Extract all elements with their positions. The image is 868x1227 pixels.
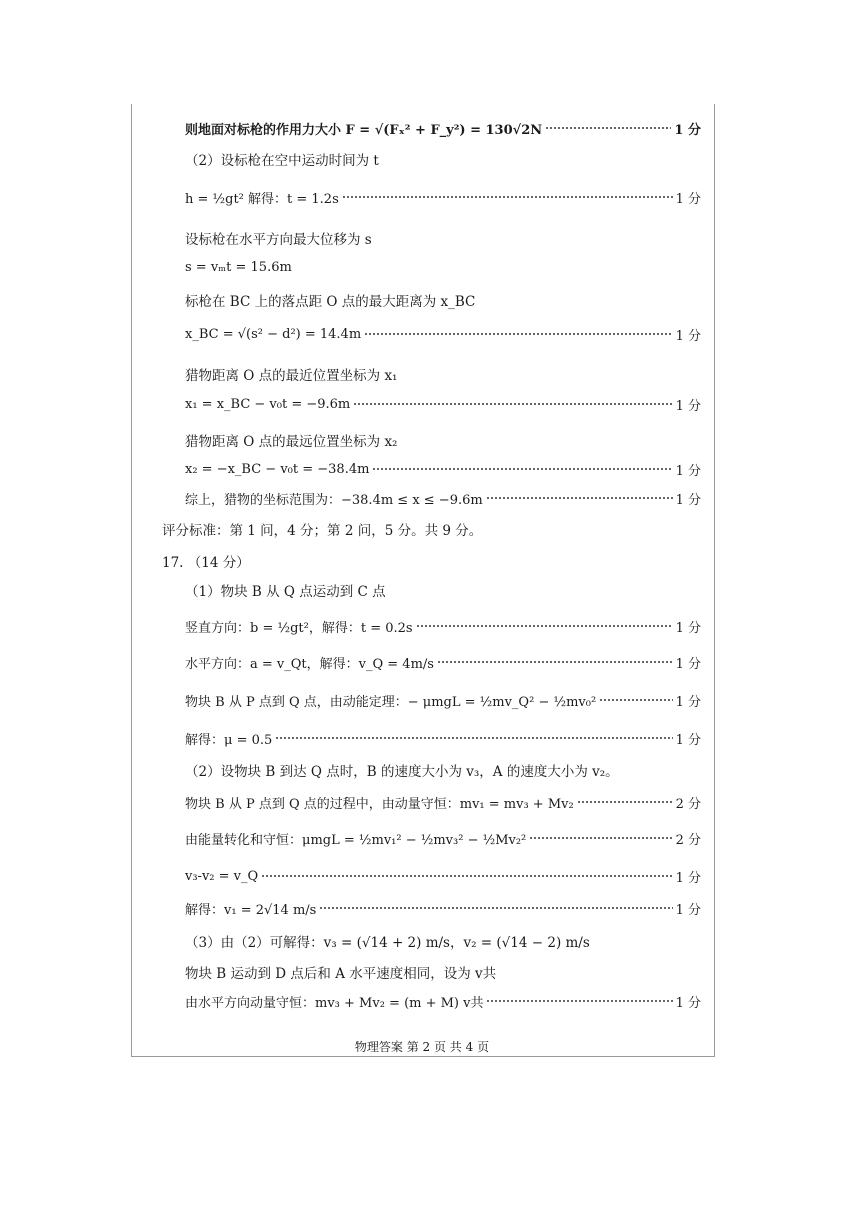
line-23	[185, 864, 701, 888]
line-5	[185, 255, 701, 279]
line-text: 解得：μ = 0.5	[185, 732, 273, 748]
line-text: x_BC = √(s² − d²) = 14.4m	[185, 326, 362, 342]
line-4	[185, 226, 701, 250]
line-text: 17. （14 分）	[162, 555, 250, 571]
leader-dots	[599, 699, 672, 701]
score: 2 分	[675, 796, 701, 812]
line-19	[185, 726, 701, 750]
line-11	[185, 457, 701, 481]
line-26	[185, 960, 701, 984]
line-text: 猎物距离 O 点的最远位置坐标为 x₂	[185, 434, 398, 450]
line-15	[185, 578, 701, 602]
line-text: 则地面对标枪的作用力大小 F = √(Fₓ² + F_y²) = 130√2N	[185, 122, 543, 138]
score: 1 分	[675, 656, 701, 672]
line-17	[185, 650, 701, 674]
score: 1 分	[675, 398, 701, 414]
leader-dots	[353, 403, 672, 405]
leader-dots	[275, 737, 672, 739]
line-text: h = ½gt² 解得：t = 1.2s	[185, 191, 339, 207]
leader-dots	[529, 837, 672, 839]
line-text: 标枪在 BC 上的落点距 O 点的最大距离为 x_BC	[185, 294, 476, 310]
line-10	[185, 428, 701, 452]
line-22	[185, 826, 701, 850]
line-text: 物块 B 从 P 点到 Q 点，由动能定理：− μmgL = ½mv_Q² − ½mv₀²	[185, 694, 597, 710]
line-25	[185, 929, 701, 953]
leader-dots	[545, 127, 671, 129]
line-text: （1）物块 B 从 Q 点运动到 C 点	[185, 584, 386, 600]
line-text: v₃-v₂ = v_Q	[185, 868, 259, 884]
leader-dots	[486, 1000, 672, 1002]
line-13-grading	[162, 517, 701, 541]
score: 1 分	[675, 191, 701, 207]
line-text: 猎物距离 O 点的最近位置坐标为 x₁	[185, 368, 398, 384]
leader-dots	[319, 907, 672, 909]
score: 1 分	[675, 732, 701, 748]
score: 1 分	[675, 620, 701, 636]
line-14-question	[162, 549, 701, 573]
score: 1 分	[675, 995, 701, 1011]
leader-dots	[342, 196, 673, 198]
line-text: （2）设物块 B 到达 Q 点时，B 的速度大小为 v₃，A 的速度大小为 v₂。	[185, 764, 619, 780]
line-text: 由能量转化和守恒：μmgL = ½mv₁² − ½mv₃² − ½Mv₂²	[185, 832, 527, 848]
line-9	[185, 392, 701, 416]
score: 2 分	[675, 832, 701, 848]
line-text: 物块 B 从 P 点到 Q 点的过程中，由动量守恒：mv₁ = mv₃ + Mv₂	[185, 796, 574, 812]
leader-dots	[261, 875, 672, 877]
leader-dots	[577, 801, 673, 803]
line-text: 由水平方向动量守恒：mv₃ + Mv₂ = (m + M) v共	[185, 995, 484, 1011]
line-16	[185, 614, 701, 638]
line-text: 水平方向：a = v_Qt，解得：v_Q = 4m/s	[185, 656, 434, 672]
line-18	[185, 688, 701, 712]
line-3	[185, 185, 701, 209]
line-text: 设标枪在水平方向最大位移为 s	[185, 232, 372, 248]
line-2	[185, 147, 701, 171]
leader-dots	[372, 468, 672, 470]
leader-dots	[486, 497, 673, 499]
line-1	[185, 116, 701, 140]
leader-dots	[416, 625, 673, 627]
leader-dots	[364, 333, 672, 335]
score: 1 分	[675, 902, 701, 918]
line-text: 竖直方向：b = ½gt²，解得：t = 0.2s	[185, 620, 413, 636]
line-text: （2）设标枪在空中运动时间为 t	[185, 153, 379, 169]
line-text: x₂ = −x_BC − v₀t = −38.4m	[185, 461, 370, 477]
score: 1 分	[674, 122, 701, 138]
score: 1 分	[675, 492, 701, 508]
score: 1 分	[675, 328, 701, 344]
line-text: 解得：v₁ = 2√14 m/s	[185, 902, 317, 918]
page-footer: 物理答案 第 2 页 共 4 页	[354, 1040, 490, 1054]
line-24	[185, 896, 701, 920]
line-8	[185, 362, 701, 386]
score: 1 分	[675, 463, 701, 479]
line-text: 评分标准：第 1 问，4 分；第 2 问，5 分。共 9 分。	[162, 523, 483, 539]
line-text: 综上，猎物的坐标范围为：−38.4m ≤ x ≤ −9.6m	[185, 492, 483, 508]
line-text: 物块 B 运动到 D 点后和 A 水平速度相同，设为 v共	[185, 966, 497, 982]
leader-dots	[437, 661, 673, 663]
line-7	[185, 322, 701, 346]
line-text: s = vₘt = 15.6m	[185, 259, 292, 275]
line-6	[185, 288, 701, 312]
score: 1 分	[675, 694, 701, 710]
line-12	[185, 486, 701, 510]
line-21	[185, 790, 701, 814]
line-20	[185, 758, 701, 782]
line-27	[185, 989, 701, 1013]
line-text: （3）由（2）可解得：v₃ = (√14 + 2) m/s，v₂ = (√14 − 2) m/s	[185, 935, 590, 951]
score: 1 分	[675, 870, 701, 886]
line-text: x₁ = x_BC − v₀t = −9.6m	[185, 396, 351, 412]
